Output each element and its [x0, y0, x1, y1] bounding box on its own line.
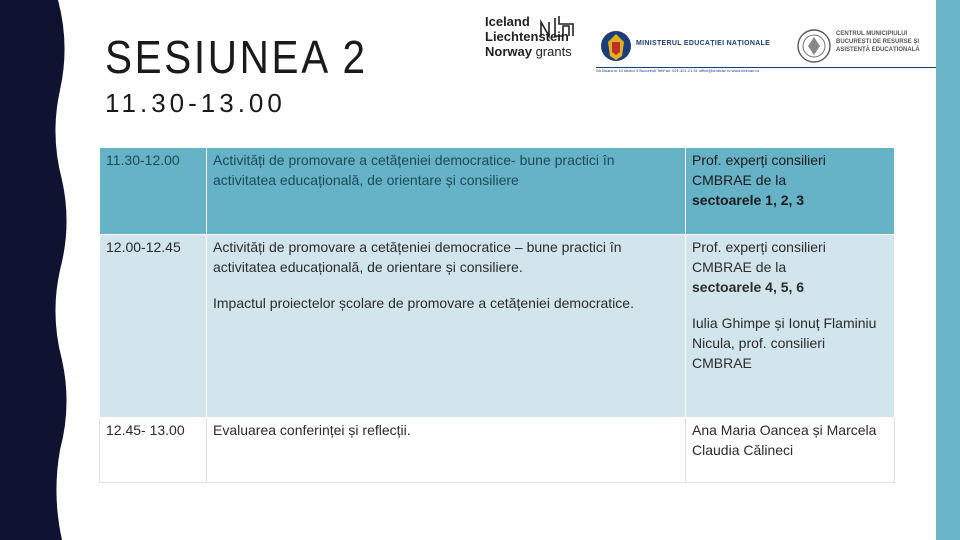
slide-time-range: 11.30-13.00: [105, 88, 286, 118]
speaker-cell: Prof. experți consilieri CMBRAE de la sectoarele 1, 2, 3: [686, 148, 895, 235]
table-row: [100, 418, 895, 483]
sectors-label: sectoarele 4, 5, 6: [692, 279, 805, 295]
eea-grants-logo: [485, 14, 580, 72]
decorative-right-band: [936, 0, 960, 540]
contact-strip: Str.Ilioara nr.10 sector 3 București Tel/Fax: 021.321.21.31 office@cmbrae.ro www.cmbrae.ro: [596, 67, 936, 74]
table-row: [100, 148, 895, 235]
cmbrae-seal-icon: [796, 28, 832, 64]
decorative-left-band: [0, 0, 72, 540]
slide-title: SESIUNEA 2: [105, 31, 368, 83]
romania-coat-of-arms-icon: [600, 28, 632, 64]
partner-logos-banner: [596, 26, 936, 76]
ministry-name: MINISTERUL EDUCAȚIEI NAȚIONALE: [636, 40, 771, 47]
cmbrae-name: CENTRUL MUNICIPIULUI BUCUREȘTI DE RESURSE ȘI ASISTENȚĂ EDUCAȚIONALĂ: [836, 31, 920, 53]
speaker-cell: Ana Maria Oancea și Marcela Claudia Călineci: [686, 418, 895, 483]
time-cell: 11.30-12.00: [100, 148, 207, 235]
activity-cell: Activități de promovare a cetățeniei democratice – bune practici în activitatea educațională, de orientare și consiliere. Impactul proiectelor școlare de promovare a cetățeniei democratice.: [207, 235, 686, 418]
time-cell: 12.00-12.45: [100, 235, 207, 418]
eea-logo-text: Iceland Liechtenstein Norway grants: [485, 14, 572, 59]
schedule-table: [99, 147, 895, 483]
sectors-label: sectoarele 1, 2, 3: [692, 192, 805, 208]
speaker-cell: Prof. experți consilieri CMBRAE de la sectoarele 4, 5, 6 Iulia Ghimpe și Ionuț Flaminiu Nicula, prof. consilieri CMBRAE: [686, 235, 895, 418]
table-row: [100, 235, 895, 418]
eea-logo-mark-icon: [539, 14, 575, 40]
time-cell: 12.45- 13.00: [100, 418, 207, 483]
activity-cell: Evaluarea conferinței și reflecții.: [207, 418, 686, 483]
activity-cell: Activități de promovare a cetățeniei democratice- bune practici în activitatea educațională, de orientare și consiliere: [207, 148, 686, 235]
